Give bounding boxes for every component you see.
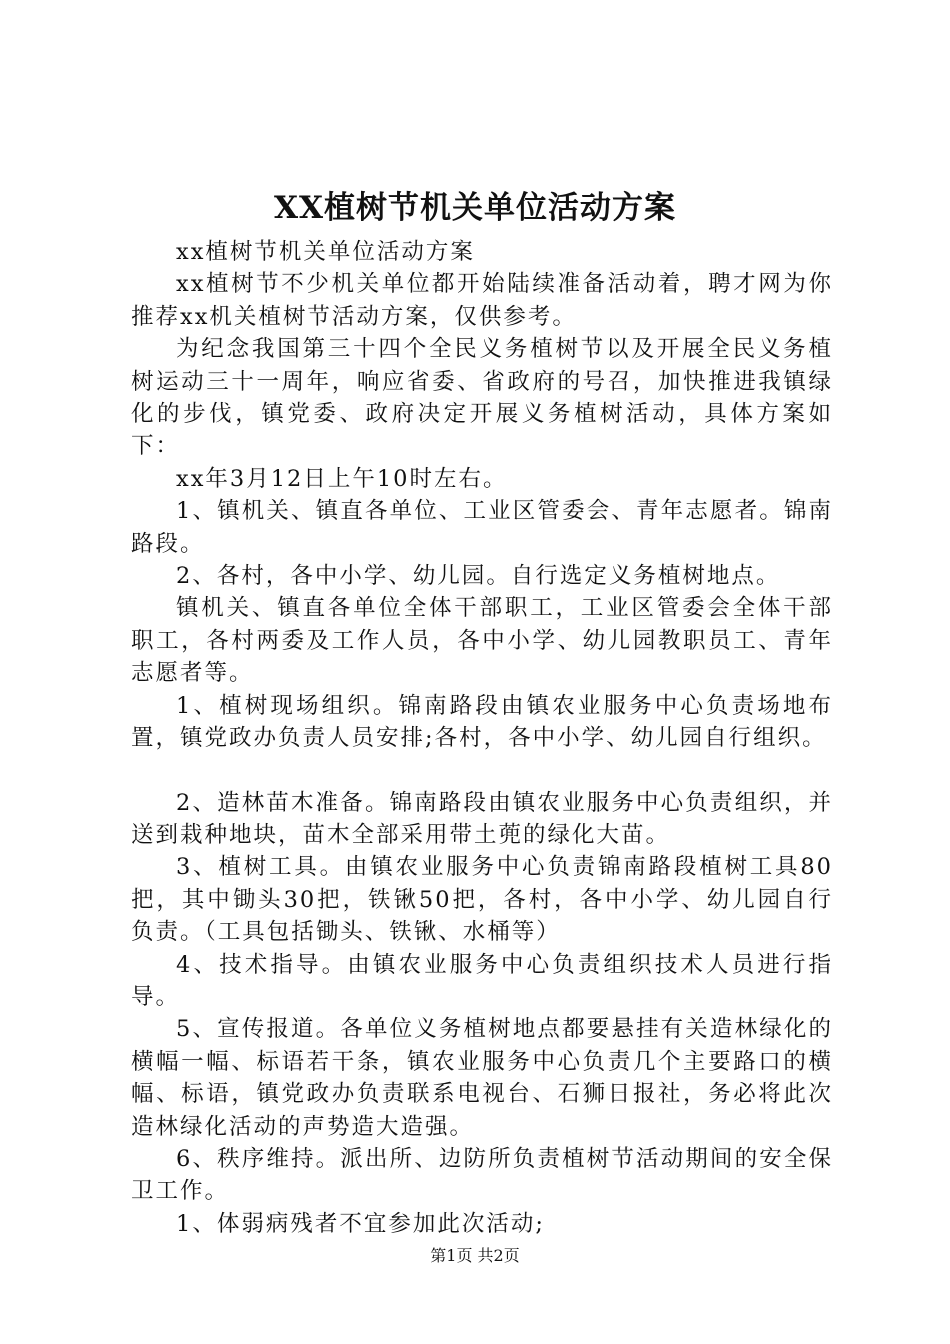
- page-footer: 第1页 共2页: [430, 1246, 520, 1265]
- paragraph-location-1: 1、镇机关、镇直各单位、工业区管委会、青年志愿者。锦南路段。: [131, 498, 833, 557]
- document-body: [131, 236, 833, 1240]
- paragraph-intro: xx植树节不少机关单位都开始陆续准备活动着，聘才网为你推荐xx机关植树节活动方案，仅供参考。: [131, 271, 833, 330]
- paragraph-task-1: 1、植树现场组织。锦南路段由镇农业服务中心负责场地布置，镇党政办负责人员安排;各村，各中小学、幼儿园自行组织。: [131, 692, 833, 752]
- paragraph-subtitle: xx植树节机关单位活动方案: [176, 239, 475, 265]
- paragraph-task-4: 4、技术指导。由镇农业服务中心负责组织技术人员进行指导。: [131, 951, 833, 1010]
- document-title: XX植树节机关单位活动方案: [273, 190, 677, 226]
- paragraph-task-2: 2、造林苗木准备。锦南路段由镇农业服务中心负责组织，并送到栽种地块，苗木全部采用带土蔸的绿化大苗。: [131, 789, 833, 848]
- paragraph-task-3: 3、植树工具。由镇农业服务中心负责锦南路段植树工具80把，其中锄头30把，铁锹50把，各村，各中小学、幼儿园自行负责。（工具包括锄头、铁锹、水桶等）: [131, 854, 833, 946]
- paragraph-task-6: 6、秩序维持。派出所、边防所负责植树节活动期间的安全保卫工作。: [131, 1145, 833, 1205]
- paragraph-location-2: 2、各村，各中小学、幼儿园。自行选定义务植树地点。: [176, 563, 781, 590]
- paragraph-time: xx年3月12日上午10时左右。: [176, 465, 508, 492]
- paragraph-participants: 镇机关、镇直各单位全体干部职工，工业区管委会全体干部职工，各村两委及工作人员，各中小学、幼儿园教职员工、青年志愿者等。: [131, 595, 833, 687]
- paragraph-task-5: 5、宣传报道。各单位义务植树地点都要悬挂有关造林绿化的横幅一幅、标语若干条，镇农业服务中心负责几个主要路口的横幅、标语，镇党政办负责联系电视台、石狮日报社，务必将此次造林绿化活动的声势造大造强。: [131, 1016, 833, 1140]
- paragraph-note-1: 1、体弱病残者不宜参加此次活动;: [176, 1210, 545, 1237]
- paragraph-purpose: 为纪念我国第三十四个全民义务植树节以及开展全民义务植树运动三十一周年，响应省委、省政府的号召，加快推进我镇绿化的步伐，镇党委、政府决定开展义务植树活动，具体方案如下：: [131, 336, 833, 460]
